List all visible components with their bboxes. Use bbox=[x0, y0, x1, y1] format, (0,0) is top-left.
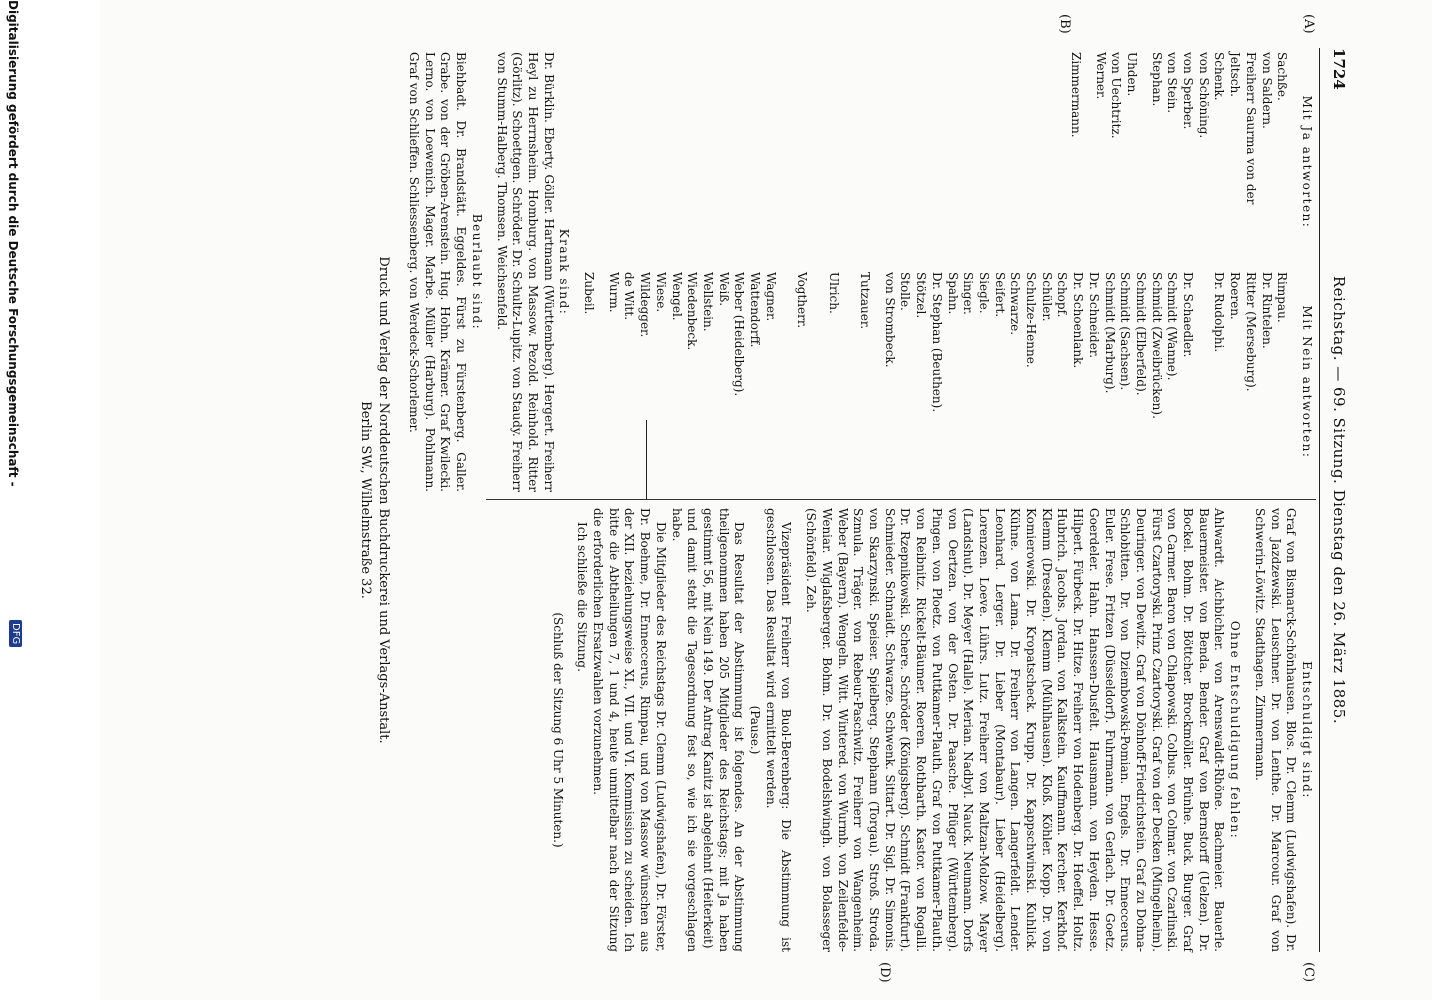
nein-name: Wiedenbeck. bbox=[685, 272, 700, 351]
nein-name: Schüler. bbox=[1039, 272, 1054, 322]
margin-marker-a: (A) bbox=[1301, 14, 1316, 34]
page-header bbox=[1322, 48, 1350, 952]
nein-name: Weber (Heidelberg). bbox=[732, 272, 747, 397]
imprint-line-2: Berlin SW., Wilhelmstraße 32. bbox=[358, 401, 373, 599]
beurlaubt-heading: Beurlaubt sind: bbox=[469, 213, 484, 331]
vp-close: und damit steht die Tagesordnung fest so, wie ich sie vorgeschlagen habe. bbox=[669, 508, 700, 952]
imprint bbox=[356, 0, 392, 1000]
nein-name: Dr. Rudolphi. bbox=[1212, 272, 1227, 353]
right-column bbox=[549, 508, 1314, 952]
ja-heading: Mit Ja antworten: bbox=[1300, 95, 1314, 229]
short-rule bbox=[646, 420, 647, 500]
ja-name: Freiherr Saurma von der bbox=[1243, 52, 1258, 205]
margin-marker-b: (B) bbox=[1057, 14, 1072, 34]
nein-name: Siegle. bbox=[976, 272, 991, 314]
nein-name: Schmidt (Wanne). bbox=[1165, 272, 1180, 381]
margin-marker-c: (C) bbox=[1301, 962, 1316, 983]
margin-marker-d: (D) bbox=[877, 962, 892, 983]
nein-name: Schulze-Henne. bbox=[1024, 272, 1039, 368]
nein-name: Schmidt (Zweibrücken). bbox=[1149, 272, 1164, 419]
nein-name: Dr. Stephan (Beuthen). bbox=[929, 272, 944, 413]
nein-list-z bbox=[580, 272, 596, 492]
ja-name: von Uechtritz. bbox=[1109, 52, 1124, 139]
schluss-text: (Schluß der Sitzung 6 Uhr 5 Minuten.) bbox=[550, 612, 565, 848]
nein-name: Wellstein. bbox=[700, 272, 715, 332]
nein-name: Stötzel. bbox=[914, 272, 929, 319]
imprint-line-1: Druck und Verlag der Norddeutschen Buchdruckerei und Verlags-Anstalt. bbox=[376, 256, 391, 744]
digitization-note: Digitalisierung gefördert durch die Deutsche Forschungsgemeinschaft - bbox=[6, 0, 20, 487]
nein-name: Dr. Schaedler. bbox=[1181, 272, 1196, 358]
nein-name: Weiß. bbox=[716, 272, 731, 307]
nein-name: Schmidt (Sachsen). bbox=[1118, 272, 1133, 391]
entschuldigt-text: Graf von Bismarck-Schönhausen. Blos. Dr. Clemm (Ludwigshafen). Dr. von Jazdzewski. Leuschner. Dr. von Lenthe. Dr. Marcour. Graf von Schwerin-Löwitz. Stadthagen. Zimmermann. bbox=[1252, 508, 1299, 952]
nein-name bbox=[1195, 272, 1211, 492]
nein-name: de Witt. bbox=[622, 272, 637, 321]
nein-name bbox=[841, 272, 857, 492]
schriftfuehrer-text: Die Mitglieder des Reichstags Dr. Clemm (Ludwigshafen), Dr. Förster, Dr. Boehme, Dr. Enneccerus, Rimpau, und von Massow wünschen aus der XII. beziehungsweise XI., VII. und VI. Kommission zu scheiden. Ich bitte die Abtheilungen 7, 1 und 4, heute unmittelbar nach der Sitzung die erforderlichen Ersatzwahlen vorzunehmen. bbox=[591, 508, 668, 952]
nein-name: Vogtherr. bbox=[795, 272, 810, 329]
ja-name: Stephan. bbox=[1149, 52, 1164, 107]
nein-name: Singer. bbox=[961, 272, 976, 315]
ja-list-u bbox=[1092, 52, 1139, 272]
ja-name: Zimmermann. bbox=[1068, 52, 1083, 138]
header-rule bbox=[1319, 48, 1320, 952]
nein-name: Seifert. bbox=[992, 272, 1007, 318]
nein-name: Wurm. bbox=[606, 272, 621, 313]
ja-name: Jeltsch. bbox=[1228, 52, 1243, 97]
ja-name: Uhden. bbox=[1124, 52, 1139, 97]
ja-list bbox=[1148, 52, 1289, 272]
nein-list bbox=[881, 272, 1289, 492]
vp-result-text: Das Resultat der Abstimmung ist folgendes. An der Abstimmung theilgenommen haben 205 Mitglieder des Reichstags; mit Ja haben gestimmt 56, mit Nein 149. Der Antrag Kanitz ist abgelehnt bbox=[700, 508, 747, 952]
nein-name: Dr. Schneider. bbox=[1086, 272, 1101, 359]
nein-name: Dr. Rintelen. bbox=[1259, 272, 1274, 349]
heiterkeit: (Heiterkeit) bbox=[700, 877, 715, 949]
nein-name: Schmidt (Marburg). bbox=[1102, 272, 1117, 394]
page-number: 1724 bbox=[1330, 48, 1348, 90]
nein-name bbox=[809, 272, 825, 492]
ja-name: von Stein. bbox=[1165, 52, 1180, 114]
nein-heading: Mit Nein antworten: bbox=[1300, 305, 1314, 459]
ja-name: Sachße. bbox=[1275, 52, 1290, 101]
nein-name bbox=[778, 272, 794, 492]
nein-name: Stolle. bbox=[898, 272, 913, 311]
nein-name: Schmidt (Elberfeld). bbox=[1133, 272, 1148, 396]
ohne-heading: Ohne Entschuldigung fehlen: bbox=[1228, 620, 1243, 840]
nein-name: Schopf. bbox=[1055, 272, 1070, 318]
nein-name: Wagner. bbox=[763, 272, 778, 322]
ja-name: von Sperber. bbox=[1181, 52, 1196, 130]
krank-heading: Krank sind: bbox=[557, 228, 572, 316]
nein-name: Wengel. bbox=[669, 272, 684, 321]
nein-name: Schwarze. bbox=[1008, 272, 1023, 336]
entschuldigt-heading: Entschuldigt sind: bbox=[1300, 661, 1314, 799]
nein-name: Spahn. bbox=[945, 272, 960, 315]
ja-name: von Schöning. bbox=[1196, 52, 1211, 139]
pause: (Pause.) bbox=[748, 705, 763, 755]
nein-name: Wiese. bbox=[653, 272, 668, 313]
ja-list-z bbox=[1067, 52, 1083, 272]
ohne-text: Ahlwardt. Aichbichler. von Arenswaldt-Rhöne. Bachmeier. Bauerle. Bauermeister. von Benda. Bender. Graf von Bernstorff (Uelzen). Dr. Bockel. Bohm. Dr. Böttcher. Brockmöller. Brünhe. Buck. Burger. Graf von Carmer. Baron von Chlapowski. Colbus. von Colmar. von Czarlinski. Fürst Czartoryski. Prinz Czartoryski. Graf von der Decken (Mingelheim). Deuringer. von Dewitz. Graf von Dönhoff-Friedrichstein. Graf zu Dohna-Schlobitten. Dr. von Dziembowski-Pomian. Engels. Dr. Enneccerus. Euler. Frese. Fritzen (Düsseldorf). Fuhrmann. von Gerlach. Dr. Goetz. Goerdeler. Hahn. Hanssen-Dusfelt. Hausmann. von Heyden. Hesse. Hilpert. Fürbeck. Dr. Hitze. Freiherr von Hodenberg. Dr. Hoeffel. Holtz. Hubrich. Jacobs. Jordan. von Kalkstein. Kauffmann. Kercher. Kerkhof. Klemm (Dresden). Klemm (Mühlhausen). Kloß. Köhler. Kopp. Dr. von Komierowski. Dr. Kropatscheck. Krupp. Dr. Kappschwinski. Kuhlick. Kühne. von Lama. Dr. Freiherr von Langen. Langerfeldt. Lender. Leonhard. Lerger. Dr. Lieber (Montabaur). Lieber (Heidelberg). Lorenzen. Loeve. Lührs. Lutz. Freiherr von Maltzan-Molzow. Mayer (Landshut). Dr. Meyer (Halle). Merian. Nadbyl. Nauck. Neumann. Dorfs von Oertzen. von der Osten. Dr. Paasche. Pflüger (Württemberg). Pingen. von Ploetz. von Puttkamer-Plauth. Graf von Puttkamer-Plauth. von Reibnitz. Rickelt-Bäumer. Roeren. Rothbarth. Kastor. von Rogalli. Dr. Rzepnikowski. Schere. Schröder (Königsberg). Schmidt (Frankfurt). Schmieder. Schnaidt. Schwarze. Schwenk. Sittart. Dr. Sigl. Dr. Simonis. von Skarzynski. Speiser. Spielberg. Stephann (Torgau). Stroß. Stroda. Szmula. Träger. von Rebeur-Paschwitz. Freiherr von Wangenheim. Weber (Bayern). Wengeln. Witt. Wintered. von Wurmb. von Zeilenfelde-Weniar. Wiglafsberger. Bohm. Dr. von Bodelshwingh. von Bolasseger (Schönfeld). Zeh. bbox=[804, 508, 1227, 952]
column-divider bbox=[486, 499, 1316, 500]
nein-name: Rimpau. bbox=[1275, 272, 1290, 323]
nein-name: Dr. Schoenlank. bbox=[1071, 272, 1086, 369]
nein-name: von Strombeck. bbox=[882, 272, 897, 368]
nein-name: Wattendorff. bbox=[748, 272, 763, 348]
krank-text: Dr. Bürklin. Eberty. Göller. Hartmann (Württemberg). Hergert. Freiherr Heyl zu Herrnsheim. Homburg. von Massow. Pezold. Reinhold. Ritter (Görlitz). Schoettgen. Schröder. Dr. Schultz-Lupitz. von Staudy. Freiherr von Stumm-Halberg. Thomsen. Weichsenfeld. bbox=[494, 52, 556, 492]
vp-announcement bbox=[762, 508, 793, 952]
nein-name: Tutzauer. bbox=[858, 272, 873, 330]
beurlaubt-text: Biehbadt. Dr. Brandstätt. Eggeldes. Fürst zu Fürstenberg. Galler. Grabe. von der Gröben-Arenstein. Hug. Hohn. Krämer. Graf Kwilecki. Lerno. von Loewenich. Mager. Marbe. Müller (Harburg). Pohlmann. Graf von Schlieffen. Schliessenberg. von Werdeck-Schorlemer. bbox=[407, 52, 469, 492]
ja-name: Schenk. bbox=[1212, 52, 1227, 101]
nein-name: Ritter (Merseburg). bbox=[1243, 272, 1258, 392]
vp-speaker: Vizepräsident Freiherr von Buol-Berenberg: bbox=[779, 522, 794, 810]
vp-result bbox=[699, 508, 746, 952]
left-column bbox=[405, 52, 1314, 492]
vp-text: Die Abstimmung ist geschlossen. Das Resultat wird ermittelt werden. bbox=[763, 508, 794, 952]
scanned-page bbox=[100, 0, 1432, 1000]
nein-name: Roeren. bbox=[1228, 272, 1243, 320]
dfg-logo: DFG bbox=[9, 620, 22, 647]
nein-name: Ulrich. bbox=[826, 272, 841, 314]
page-title: Reichstag. — 69. Sitzung. Dienstag den 26. März 1885. bbox=[1330, 275, 1348, 725]
ja-name: von Saldern. bbox=[1259, 52, 1274, 129]
ja-name: Werner. bbox=[1093, 52, 1108, 100]
nein-name: Wildegger. bbox=[638, 272, 653, 338]
schliesse-text: Ich schließe die Sitzung. bbox=[575, 522, 590, 672]
nein-name: Zubeil. bbox=[582, 272, 597, 315]
